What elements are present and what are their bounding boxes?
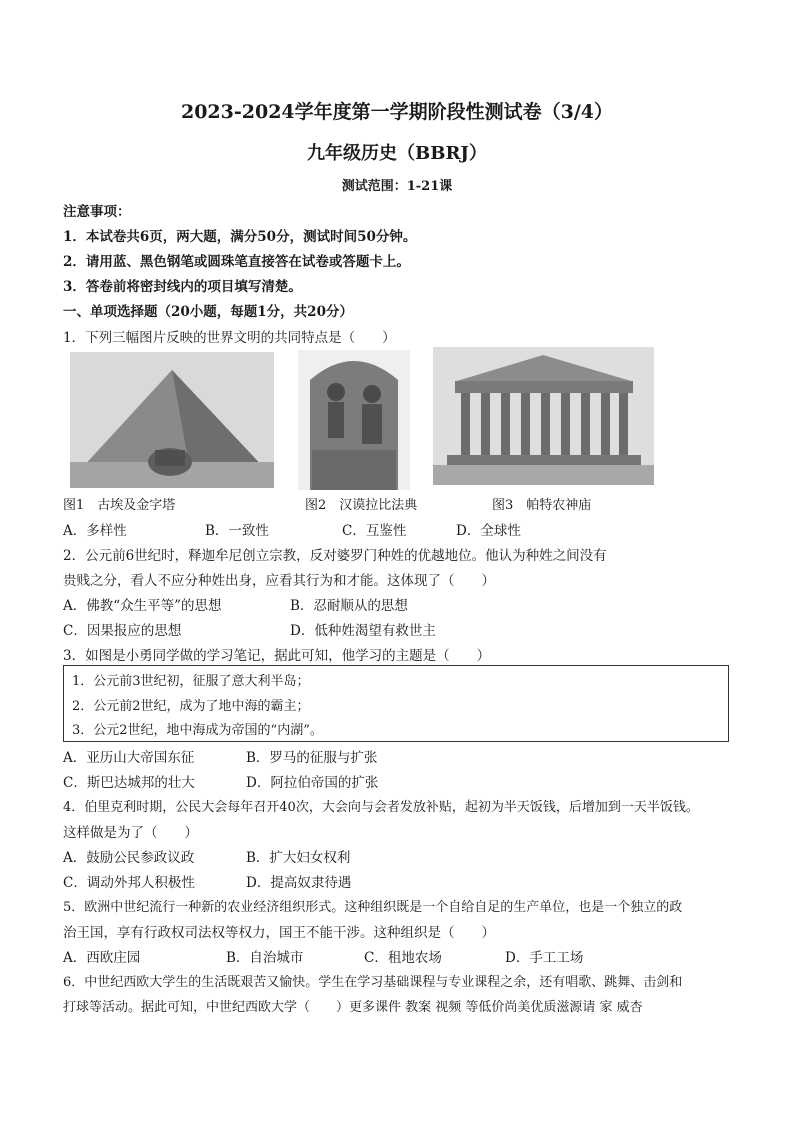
- question-2-stem: 2．公元前6世纪时，释迦牟尼创立宗教，反对婆罗门种姓的优越地位。他认为种姓之间没有: [63, 548, 607, 564]
- question-2-stem-cont: 贵贱之分，看人不应分种姓出身，应看其行为和才能。这体现了（ ）: [63, 573, 495, 589]
- option-b[interactable]: B．罗马的征服与扩张: [246, 750, 378, 766]
- exam-title: 2023-2024学年度第一学期阶段性测试卷（3/4）: [180, 101, 614, 123]
- option-b[interactable]: B．忍耐顺从的思想: [290, 598, 408, 614]
- note-item: 3．答卷前将密封线内的项目填写清楚。: [63, 279, 302, 295]
- caption-figure-2: 图2 汉谟拉比法典: [305, 498, 418, 513]
- exam-subtitle: 九年级历史（BBRJ）: [307, 143, 487, 164]
- note-line: 2．公元前2世纪，成为了地中海的霸主；: [72, 699, 310, 714]
- option-a[interactable]: A．鼓励公民参政议政: [63, 850, 195, 866]
- option-c[interactable]: C．斯巴达城邦的壮大: [63, 775, 195, 791]
- question-3-stem: 3．如图是小勇同学做的学习笔记，据此可知，他学习的主题是（ ）: [63, 648, 491, 664]
- note-item: 2．请用蓝、黑色钢笔或圆珠笔直接答在试卷或答题卡上。: [63, 254, 410, 270]
- question-6-stem-cont: 打球等活动。据此可知，中世纪西欧大学（ ）更多课件 教案 视频 等低价尚美优质滋源请 家 威杏: [63, 1000, 643, 1015]
- section-heading: 一、单项选择题（20小题，每题1分，共20分）: [63, 304, 353, 320]
- option-b[interactable]: B．一致性: [205, 523, 269, 539]
- note-line: 3．公元2世纪，地中海成为帝国的“内湖”。: [72, 723, 323, 738]
- option-b[interactable]: B．扩大妇女权利: [246, 850, 351, 866]
- caption-figure-3: 图3 帕特农神庙: [492, 498, 592, 513]
- option-c[interactable]: C．租地农场: [364, 950, 442, 966]
- option-d[interactable]: D．手工工场: [505, 950, 584, 966]
- parthenon-image: [433, 347, 654, 485]
- question-5-stem-cont: 治王国，享有行政权司法权等权力，国王不能干涉。这种组织是（ ）: [63, 925, 495, 941]
- option-c[interactable]: C．互鉴性: [342, 523, 407, 539]
- question-6-stem: 6．中世纪西欧大学生的生活既艰苦又愉快。学生在学习基础课程与专业课程之余，还有唱歌、跳舞、击剑和: [63, 975, 683, 990]
- option-d[interactable]: D．全球性: [456, 523, 521, 539]
- question-5-stem: 5．欧洲中世纪流行一种新的农业经济组织形式。这种组织既是一个自给自足的生产单位，也是一个独立的政: [63, 900, 683, 915]
- test-scope: 测试范围：1-21课: [341, 179, 453, 194]
- option-c[interactable]: C．因果报应的思想: [63, 623, 182, 639]
- option-a[interactable]: A．佛教“众生平等”的思想: [63, 598, 222, 614]
- study-notes-box: [63, 665, 729, 742]
- option-a[interactable]: A．西欧庄园: [63, 950, 141, 966]
- note-line: 1．公元前3世纪初，征服了意大利半岛；: [72, 674, 310, 689]
- question-4-stem: 4．伯里克利时期，公民大会每年召开40次，大会向与会者发放补贴，起初为半天饭钱，后增加到一天半饭钱。: [63, 800, 699, 815]
- option-c[interactable]: C．调动外邦人积极性: [63, 875, 195, 891]
- option-d[interactable]: D．阿拉伯帝国的扩张: [246, 775, 379, 791]
- option-d[interactable]: D．低种姓渴望有救世主: [290, 623, 436, 639]
- notes-heading: 注意事项：: [63, 204, 131, 220]
- option-a[interactable]: A．亚历山大帝国东征: [63, 750, 195, 766]
- caption-figure-1: 图1 古埃及金字塔: [63, 498, 176, 513]
- hammurabi-code-image: [298, 350, 410, 490]
- note-item: 1．本试卷共6页，两大题，满分50分，测试时间50分钟。: [63, 229, 417, 245]
- question-4-stem-cont: 这样做是为了（ ）: [63, 825, 198, 841]
- question-1-stem: 1．下列三幅图片反映的世界文明的共同特点是（ ）: [63, 330, 396, 346]
- pyramid-image: [70, 352, 274, 488]
- option-a[interactable]: A．多样性: [63, 523, 127, 539]
- option-d[interactable]: D．提高奴隶待遇: [246, 875, 352, 891]
- option-b[interactable]: B．自治城市: [226, 950, 304, 966]
